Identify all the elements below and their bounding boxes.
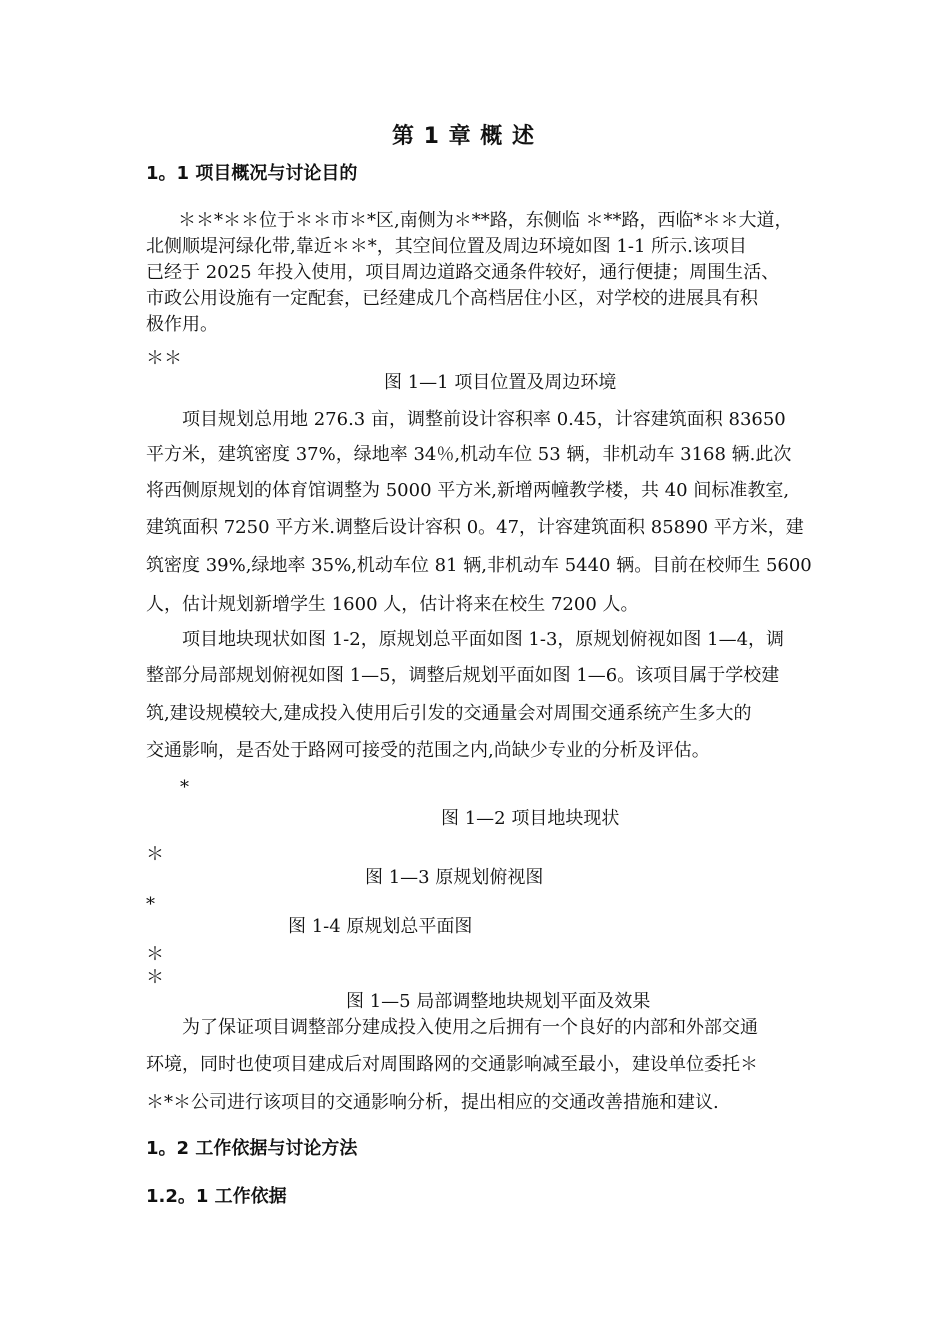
- text-line: ＊*＊公司进行该项目的交通影响分析，提出相应的交通改善措施和建议.: [146, 1092, 719, 1113]
- chapter-title: 第 1 章 概 述: [392, 124, 535, 149]
- text-line: 已经于 2025 年投入使用，项目周边道路交通条件较好，通行便捷；周围生活、: [146, 262, 780, 283]
- text-line: 项目地块现状如图 1-2，原规划总平面如图 1-3，原规划俯视如图 1—4，调: [182, 629, 785, 650]
- figure-caption: 图 1—1 项目位置及周边环境: [384, 372, 617, 393]
- text-line: 极作用。: [146, 314, 218, 335]
- figure-placeholder: ＊＊: [146, 348, 182, 369]
- text-line: 筑,建设规模较大,建成投入使用后引发的交通量会对周围交通系统产生多大的: [146, 703, 752, 724]
- subsection-heading-1-2-1: 1.2。1 工作依据: [146, 1186, 287, 1207]
- figure-placeholder: ＊: [146, 967, 164, 988]
- text-line: 人，估计规划新增学生 1600 人，估计将来在校生 7200 人。: [146, 594, 639, 615]
- figure-caption: 图 1—2 项目地块现状: [441, 808, 620, 829]
- figure-placeholder: *: [180, 777, 189, 798]
- section-heading-1-1: 1。1 项目概况与讨论目的: [146, 163, 358, 184]
- figure-caption: 图 1—3 原规划俯视图: [365, 867, 544, 888]
- figure-placeholder: ＊: [146, 844, 164, 865]
- text-line: ＊＊*＊＊位于＊＊市＊*区,南侧为＊**路，东侧临 ＊**路，西临*＊＊大道，: [178, 210, 793, 231]
- figure-placeholder: *: [146, 894, 155, 915]
- text-line: 为了保证项目调整部分建成投入使用之后拥有一个良好的内部和外部交通: [182, 1017, 758, 1038]
- text-line: 交通影响，是否处于路网可接受的范围之内,尚缺少专业的分析及评估。: [146, 740, 710, 761]
- text-line: 北侧顺堤河绿化带,靠近＊＊*，其空间位置及周边环境如图 1-1 所示.该项目: [146, 236, 747, 257]
- text-line: 筑密度 39%,绿地率 35%,机动车位 81 辆,非机动车 5440 辆。目前在校师生 5600: [146, 555, 812, 576]
- figure-caption: 图 1-4 原规划总平面图: [288, 916, 473, 937]
- text-line: 将西侧原规划的体育馆调整为 5000 平方米,新增两幢教学楼，共 40 间标准教室,: [146, 480, 790, 501]
- figure-placeholder: ＊: [146, 944, 164, 965]
- text-line: 整部分局部规划俯视如图 1—5，调整后规划平面如图 1—6。该项目属于学校建: [146, 665, 780, 686]
- section-heading-1-2: 1。2 工作依据与讨论方法: [146, 1138, 358, 1159]
- text-line: 市政公用设施有一定配套，已经建成几个高档居住小区，对学校的进展具有积: [146, 288, 758, 309]
- text-line: 建筑面积 7250 平方米.调整后设计容积 0。47，计容建筑面积 85890 平方米，建: [146, 517, 804, 538]
- text-line: 环境，同时也使项目建成后对周围路网的交通影响减至最小，建设单位委托＊: [146, 1054, 758, 1075]
- text-line: 平方米，建筑密度 37%，绿地率 34％,机动车位 53 辆，非机动车 3168 辆.此次: [146, 444, 792, 465]
- figure-caption: 图 1—5 局部调整地块规划平面及效果: [346, 991, 651, 1012]
- text-line: 项目规划总用地 276.3 亩，调整前设计容积率 0.45，计容建筑面积 83650: [182, 409, 786, 430]
